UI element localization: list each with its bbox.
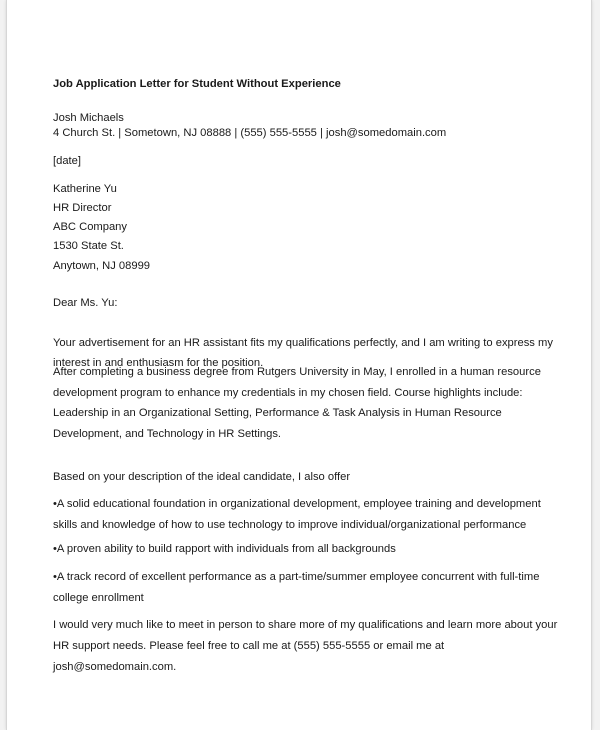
letter-title: Job Application Letter for Student Without Experience: [53, 78, 341, 90]
sender-name: Josh Michaels: [53, 112, 124, 124]
salutation: Dear Ms. Yu:: [53, 297, 118, 309]
recipient-name: Katherine Yu: [53, 183, 117, 195]
bullet-item-foundation: •A solid educational foundation in organizational development, employee training and development skills and knowledge of how to use technology to improve individual/organizational performance: [53, 498, 541, 531]
letter-date: [date]: [53, 155, 81, 167]
paragraph-offer-lead: Based on your description of the ideal candidate, I also offer: [53, 471, 351, 483]
bullet-item-track-record: •A track record of excellent performance as a part-time/summer employee concurrent with full-time college enrollment: [53, 571, 540, 604]
recipient-city: Anytown, NJ 08999: [53, 260, 151, 272]
paragraph-closing: I would very much like to meet in person to share more of my qualifications and learn more about your HR support needs. Please feel free to call me at (555) 555-5555 or email me at josh@somedomain.com.: [53, 619, 558, 673]
paragraph-background: After completing a business degree from Rutgers University in May, I enrolled in a human resource development program to enhance my credentials in my chosen field. Course highlights include: Leadership in an Organizational Setting, Performance & Task Analysis in Human Resource Development, and Technology in HR Settings.: [53, 366, 541, 440]
sender-contact: 4 Church St. | Sometown, NJ 08888 | (555) 555-5555 | josh@somedomain.com: [53, 127, 447, 139]
bullet-item-rapport: •A proven ability to build rapport with individuals from all backgrounds: [53, 543, 396, 555]
recipient-title: HR Director: [53, 202, 112, 214]
recipient-company: ABC Company: [53, 221, 127, 233]
document-page: [6, 0, 592, 730]
paragraph-intro: Your advertisement for an HR assistant fits my qualifications perfectly, and I am writing to express my interest in and enthusiasm for the position.: [53, 337, 553, 369]
recipient-street: 1530 State St.: [53, 240, 124, 252]
